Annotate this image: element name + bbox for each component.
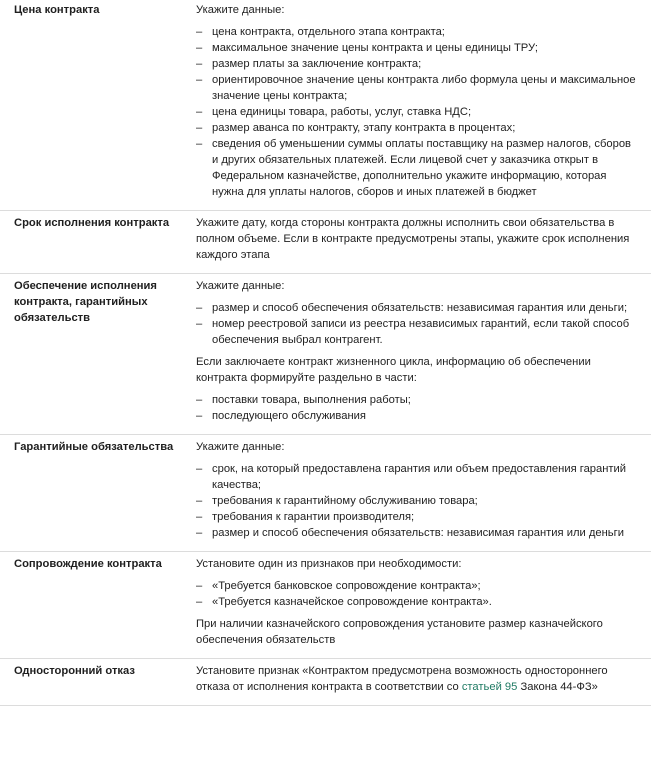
bullet-list <box>196 461 636 541</box>
list-item: – «Требуется банковское сопровождение контракта»; <box>196 578 636 594</box>
row-text-after: Закона 44-ФЗ» <box>517 681 598 693</box>
row-content <box>196 278 636 424</box>
row-content <box>196 663 636 695</box>
list-item: – размер и способ обеспечения обязательств: независимая гарантия или деньги; <box>196 300 636 316</box>
row-text <box>196 663 636 695</box>
row-content <box>196 556 636 648</box>
list-item: – максимальное значение цены контракта и цены единицы ТРУ; <box>196 40 636 56</box>
row-intro: Укажите данные: <box>196 4 285 16</box>
row-intro: Укажите данные: <box>196 280 285 292</box>
table-row-contract-security <box>0 274 651 435</box>
row-label: Срок исполнения контракта <box>14 217 170 229</box>
row-label: Односторонний отказ <box>14 665 135 677</box>
list-item: – поставки товара, выполнения работы; <box>196 392 636 408</box>
table-row-contract-support <box>0 552 651 659</box>
row-content <box>196 215 636 263</box>
list-item: – номер реестровой записи из реестра независимых гарантий, если такой способ обеспечения выбрал контрагент. <box>196 316 636 348</box>
bullet-list <box>196 300 636 348</box>
list-item: – размер платы за заключение контракта; <box>196 56 636 72</box>
table-row-unilateral-refusal <box>0 659 651 706</box>
bullet-list <box>196 392 636 424</box>
list-item: – требования к гарантии производителя; <box>196 509 636 525</box>
table-row-warranty <box>0 435 651 552</box>
row-content <box>196 2 636 200</box>
list-item: – размер аванса по контракту, этапу контракта в процентах; <box>196 120 636 136</box>
list-item: – последующего обслуживания <box>196 408 636 424</box>
row-text: Укажите дату, когда стороны контракта должны исполнить свои обязательства в полном объеме. Если в контракте предусмотрены этапы, укажите срок исполнения каждого этапа <box>196 217 630 261</box>
list-item: – размер и способ обеспечения обязательств: независимая гарантия или деньги <box>196 525 636 541</box>
list-item: – «Требуется казначейское сопровождение контракта». <box>196 594 636 610</box>
list-item: – требования к гарантийному обслуживанию товара; <box>196 493 636 509</box>
list-item: – сведения об уменьшении суммы оплаты поставщику на размер налогов, сборов и других обязательных платежей. Если лицевой счет у заказчика открыт в Федеральном казначействе, дополнительно укажите информацию, которая нужна для уплаты налогов, сборов и иных платежей в бюджет <box>196 136 636 200</box>
row-label: Цена контракта <box>14 4 100 16</box>
row-paragraph: При наличии казначейского сопровождения установите размер казначейского обеспечения обязательств <box>196 618 603 646</box>
row-label: Сопровождение контракта <box>14 558 162 570</box>
article-95-link[interactable]: статьей 95 <box>461 681 518 693</box>
list-item: – цена контракта, отдельного этапа контракта; <box>196 24 636 40</box>
row-intro: Установите один из признаков при необходимости: <box>196 558 462 570</box>
table-row-contract-term <box>0 211 651 274</box>
row-content <box>196 439 636 541</box>
row-label: Обеспечение исполнения контракта, гарантийных обязательств <box>14 280 157 324</box>
row-text-before: Установите признак «Контрактом предусмотрена возможность одностороннего отказа от исполнения контракта в соответствии со <box>196 665 608 693</box>
row-intro: Укажите данные: <box>196 441 285 453</box>
bullet-list <box>196 578 636 610</box>
list-item: – срок, на который предоставлена гарантия или объем предоставления гарантий качества; <box>196 461 636 493</box>
row-label: Гарантийные обязательства <box>14 441 174 453</box>
table-row-contract-price <box>0 0 651 211</box>
row-paragraph: Если заключаете контракт жизненного цикла, информацию об обеспечении контракта формируйте раздельно в части: <box>196 356 591 384</box>
list-item: – ориентировочное значение цены контракта либо формула цены и максимальное значение цены контракта; <box>196 72 636 104</box>
bullet-list <box>196 24 636 200</box>
list-item: – цена единицы товара, работы, услуг, ставка НДС; <box>196 104 636 120</box>
